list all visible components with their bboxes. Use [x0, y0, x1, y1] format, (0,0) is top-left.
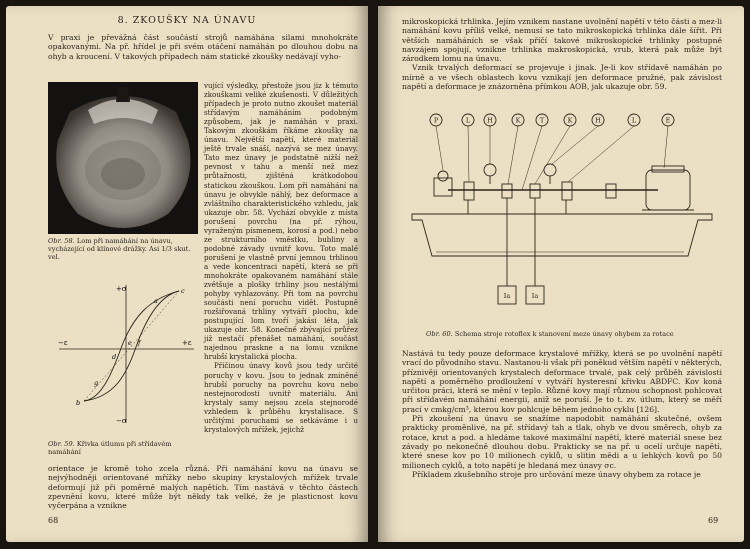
- weight-right-label: Ia: [531, 292, 539, 300]
- bearing-left: [464, 182, 474, 200]
- left-paragraph-bottom: orientace je kromě toho zcela různá. Při namáhání kovu na únavu se nejvýhodněji orientované mřížky nebo skupiny krystalových mřížek trvale deformují již při poměrně malých napětích. Tím nastává v těchto částech zpevnění kovu, které může být někdy tak velké, že je plasticnost kovu vyčerpána a vznikne: [48, 464, 358, 511]
- label-plus-sigma: +σ: [116, 285, 127, 293]
- figure-58-caption: [48, 237, 200, 261]
- counter-dial-icon: [438, 171, 448, 181]
- callout-t: T: [539, 116, 545, 125]
- label-b: b: [76, 399, 81, 407]
- callout-k-right: K: [567, 116, 573, 125]
- label-a: a: [154, 297, 158, 305]
- page-number-right: 69: [708, 516, 719, 525]
- figure-59-caption-label: Obr. 59.: [48, 440, 75, 448]
- figure-58-caption-label: Obr. 58.: [48, 237, 75, 245]
- bearing-right: [562, 182, 572, 200]
- callout-h-right: H: [595, 116, 601, 125]
- figure-60-machine-schema: [402, 106, 722, 328]
- figure-59-caption: [48, 440, 200, 456]
- page-number-left: 68: [48, 516, 59, 525]
- weight-left-label: Ia: [503, 292, 511, 300]
- label-e: e: [128, 339, 132, 347]
- figure-60-caption: [426, 330, 716, 338]
- figure-58-caption-text: Lom při namáhání na únavu, vycházející od klínové drážky. Asi 1/3 skut. vel.: [48, 237, 191, 261]
- callout-l-right: L: [631, 116, 637, 125]
- label-minus-sigma: −σ: [116, 417, 127, 425]
- section-title: 8. ZKOUŠKY NA ÚNAVU: [117, 15, 257, 26]
- left-side-column: vující výsledky, přestože jsou jiz k témuto zkouškami veliké zkušenosti. V důležitých případech je proto nutno zkoušet materiál střídavým namáháním podobným způsobem, jak je namáhán v praxi. Takovým zkouškám říkáme zkoušky na únavu. Největší napětí, které materiál ještě trvale snáší, nazývá se mez únavy. Tato mez únavy je podstatně nižší než pevnost v tahu a menší než mez průtažnosti, zjištěná krátkodobou statickou zkouškou. Lom při namáhání na únavu je obvykle náhlý, bez deformace a zvláštního charakteristického vzhledu, jak ukazuje obr. 58. Vychází obvykle z místa porušení povrchu (na př. rýhou, vyraženým písmenem, korosí a pod.) nebo ze strukturního vměstku, bubliny a podobné závady uvnitř kovu. Toto malé porušení je vlastně první jemnou trhlinou a vede koncentraci napětí, která se při mnohokráte opakovaném namáhání stále zvětšuje a plošky trhliny jsou nestálými pohyby vyhlazovány. Při tom na povrchu součásti není poruchu vidět. Postupně rozšiřovaná trhliny vytváří plochu, kde postupující lom tvoří jakási léta, jak ukazuje obr. 58. Konečně zbývající průřez již nestačí přenášet namáhání, součást najednou praskne a na lomu vznikne hrubší krystalická plocha. Příčinou únavy kovů jsou tedy určité poruchy v kovu. Jsou to jednak zmíněné hrubší poruchy na povrchu kovu nebo nestejnorodosti uvnitř materiálu. Ani krystaly samy nejsou zcela stejnorodé vzhledem k průběhu krystalisace. S určitými poruchami se setkáváme i u krystalových mřížek, jejichž: [204, 81, 358, 434]
- left-page: [6, 6, 368, 542]
- fracture-surface-image: [48, 82, 198, 234]
- figure-59-caption-text: Křivka útlumu při střídavém namáhání: [48, 440, 172, 456]
- callout-e: E: [665, 116, 671, 125]
- figure-59-hysteresis-diagram: [54, 281, 199, 431]
- label-f: f: [138, 339, 141, 347]
- callout-h-left: H: [487, 116, 493, 125]
- callout-l-left: L: [465, 116, 471, 125]
- left-paragraph-intro: V praxi je převážná část součástí strojů namáhána silami mnohokráte opakovanými. Na př. hřídel je při svém otáčení namáhán po dlouhou dobu na ohyb a kroucení. V takových případech nám statické zkoušky nedávají vyho-: [48, 33, 358, 61]
- label-c: c: [181, 287, 185, 295]
- label-d: d: [112, 353, 117, 361]
- label-plus-epsilon: +ε: [182, 339, 192, 347]
- gauge-left-icon: [484, 164, 496, 176]
- right-paragraph-bottom: Nastává tu tedy pouze deformace krystalové mřížky, která se po uvolnění napětí vrací do původního stavu. Nastanou-li však při poněkud větším napětí v některých, příznivěji orientovaných krystalech deformace trvalé, pak celý průběh závislosti napětí a poměrného prodloužení v vytváří hysteresní křivku ABDFC. Kov koná určitou práci, která se mění v teplo. Různé kovy mají různou schopnost pohlcovat při střídavém namáhání energii, aniž se poruší. Je to t. zv. útlum, který se měří prací v cmkg/cm³, kterou kov pohlcuje během jednoho cyklu [126]. Při zkoušení na únavu se snažíme napodobit namáhání skutečné, ovšem prakticky proměnlivé, na př. střídavý tah a tlak, ohyb ve dvou směrech, ohyb za rotace, krut a pod. a hledáme takové maximální napětí, které materiál snese bez závady po nekonečně dlouhou dobu. Prakticky se na př. u ocelí určuje napětí, které snese kov po 10 milionech cyklů, u slitin mědi a u lehkých kovů po 50 milionech cyklů, a toto napětí je hledaná mez únavy σc. Příkladem zkušebního stroje pro určování meze únavy ohybem za rotace je: [402, 349, 722, 479]
- figure-58-photo: [48, 82, 198, 234]
- callout-p: P: [433, 116, 439, 125]
- callout-k-left: K: [515, 116, 521, 125]
- label-g: g: [94, 379, 99, 387]
- right-paragraph-1: mikroskopická trhlinka. Jejím vznikem nastane uvolnění napětí v této části a mez-li namáhání kovu příliš velké, nemusí se tato mikroskopická trhlinka dále šířit. Při větších namáháních se však příčí takové mikroskopické trhlinky postupně navzájem spojují, vznikne trhlinka makroskopická, vrub, která pak může být zárodkem lomu na únavu. Vznik trvalých deformací se projevuje i jinak. Je-li kov střídavě namáhán po mírně a ve všech oblastech kovu vznikají jen deformace pružné, pak závislost napětí a deformace je znázorněna přímkou AOB, jak ukazuje obr. 59.: [402, 17, 722, 92]
- figure-60-caption-text: Schema stroje rotoflex k stanovení meze únavy ohybem za rotace: [454, 330, 674, 338]
- figure-60-caption-label: Obr. 60.: [426, 330, 453, 338]
- label-minus-epsilon: −ε: [58, 339, 68, 347]
- right-page: [378, 6, 744, 542]
- machine-base: [412, 214, 712, 256]
